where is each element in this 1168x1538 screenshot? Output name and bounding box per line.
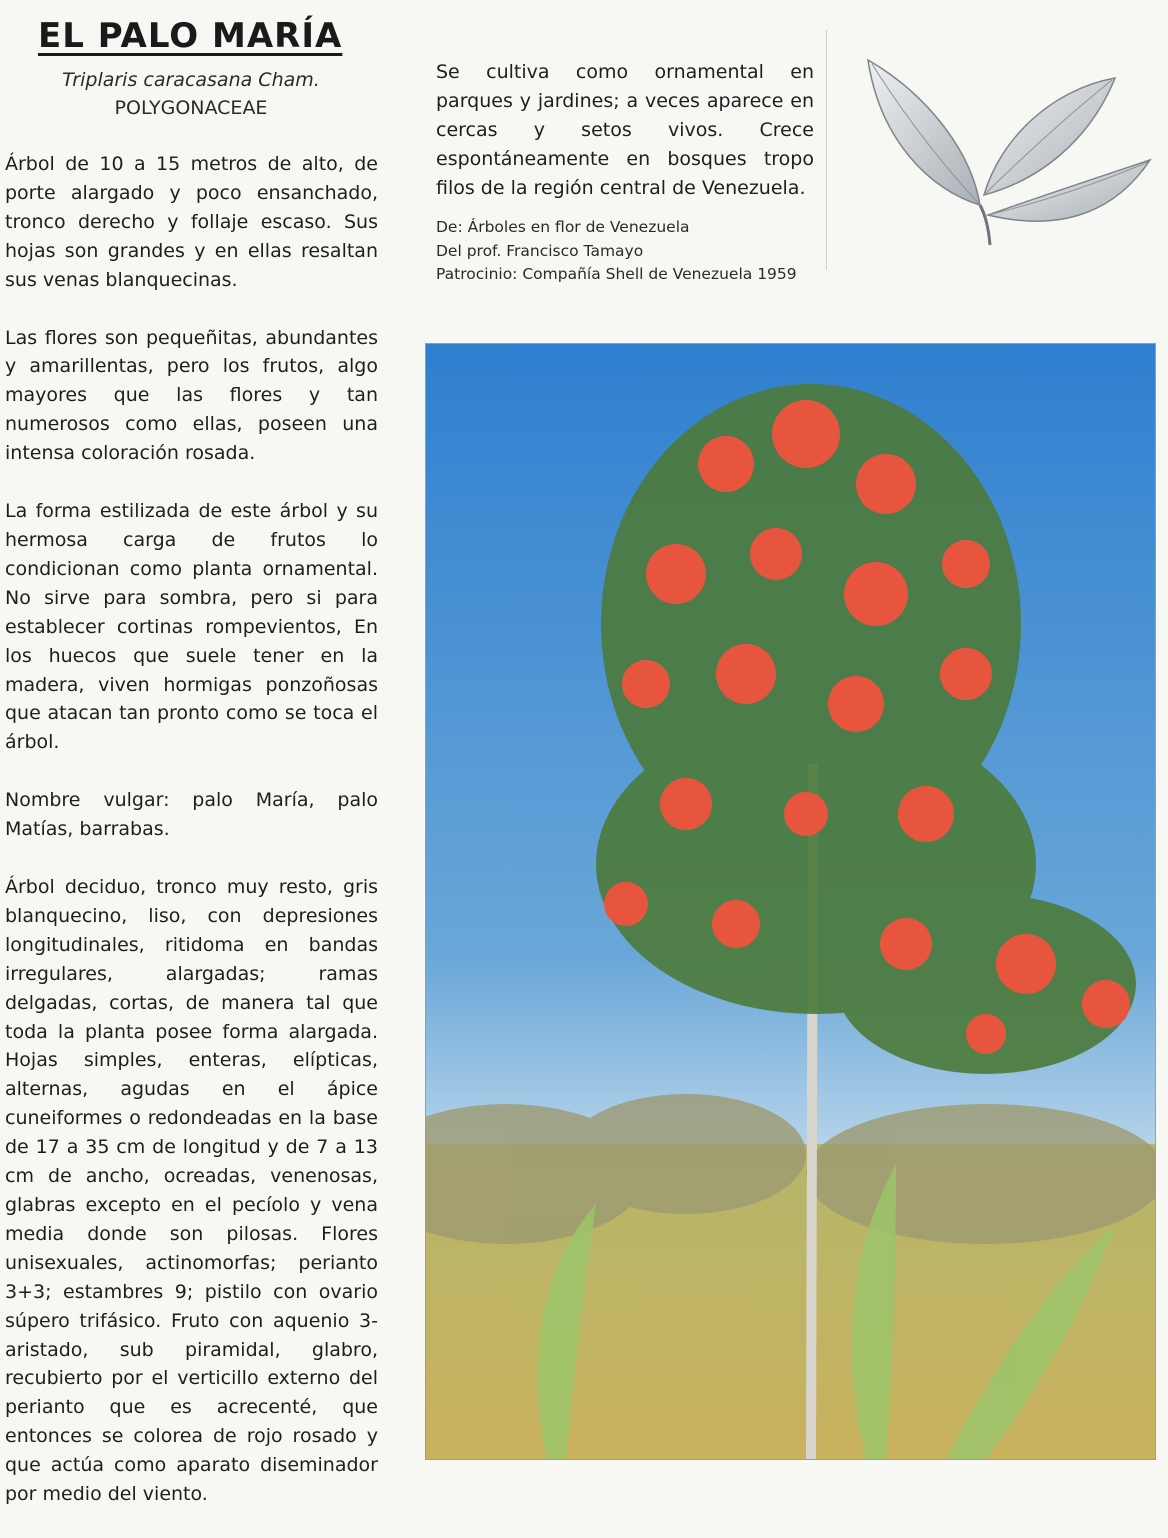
description-paragraph: Árbol de 10 a 15 metros de alto, de porte alargado y poco ensanchado, tronco derecho y follaje escaso. Sus hojas son grandes y en ellas resaltan sus venas blanquecinas. [5,153,378,291]
common-names-paragraph: Nombre vulgar: palo María, palo Matías, barrabas. [5,789,378,841]
credit-source: De: Árboles en flor de Venezuela [436,218,690,236]
botanical-paragraph: Árbol deciduo, tronco muy resto, gris blanquecino, liso, con depresiones longitudinales, ritidoma en bandas irregulares, alargadas; ramas delgadas, cortas, de manera tal que toda la planta posee forma alargada. Hojas simples, enteras, elípticas, alternas, agudas en el ápice cuneiformes o redondeadas en la base de 17 a 35 cm de longitud y de 7 a 13 cm de ancho, ocreadas, venenosas, glabras excepto en el pecíolo y vena media donde son pilosas. Flores unisexuales, actinomorfas; perianto 3+3; estambres 9; pistilo con ovario súpero trifásico. Fruto con aquenio 3- aristado, sub piramidal, glabro, recubierto por el verticillo externo del perianto que es acrecenté, que entonces se colorea de rojo rosado y que actúa como aparato diseminador por medio del viento. [5,876,378,1506]
credits [436,216,816,287]
credit-author: Del prof. Francisco Tamayo [436,241,644,260]
plant-family: POLYGONACEAE [114,97,268,119]
column-divider [826,30,827,270]
leaf-sketch-icon [860,50,1160,265]
page-title: EL PALO MARÍA [38,16,343,56]
flowers-paragraph: Las flores son pequeñitas, abundantes y amarillentas, pero los frutos, algo mayores que las flores y tan numerosos como ellas, poseen una intensa coloración rosada. [5,326,378,465]
scientific-name: Triplaris caracasana Cham. [62,69,320,91]
credit-sponsor: Patrocinio: Compañía Shell de Venezuela 1959 [436,265,797,283]
tree-photo [425,343,1156,1460]
left-column [5,150,378,1538]
uses-paragraph: La forma estilizada de este árbol y su hermosa carga de frutos lo condicionan como planta ornamental. No sirve para sombra, pero si para establecer cortinas rompevientos, En los huecos que suele tener en la madera, viven hormigas ponzoñosas que atacan tan pronto como se toca el árbol. [5,500,378,754]
cultivation-paragraph: Se cultiva como ornamental en parques y jardines; a veces aparece en cercas y setos vivos. Crece espontáneamente en bosques tropo filos de la región central de Venezuela. [436,61,814,199]
